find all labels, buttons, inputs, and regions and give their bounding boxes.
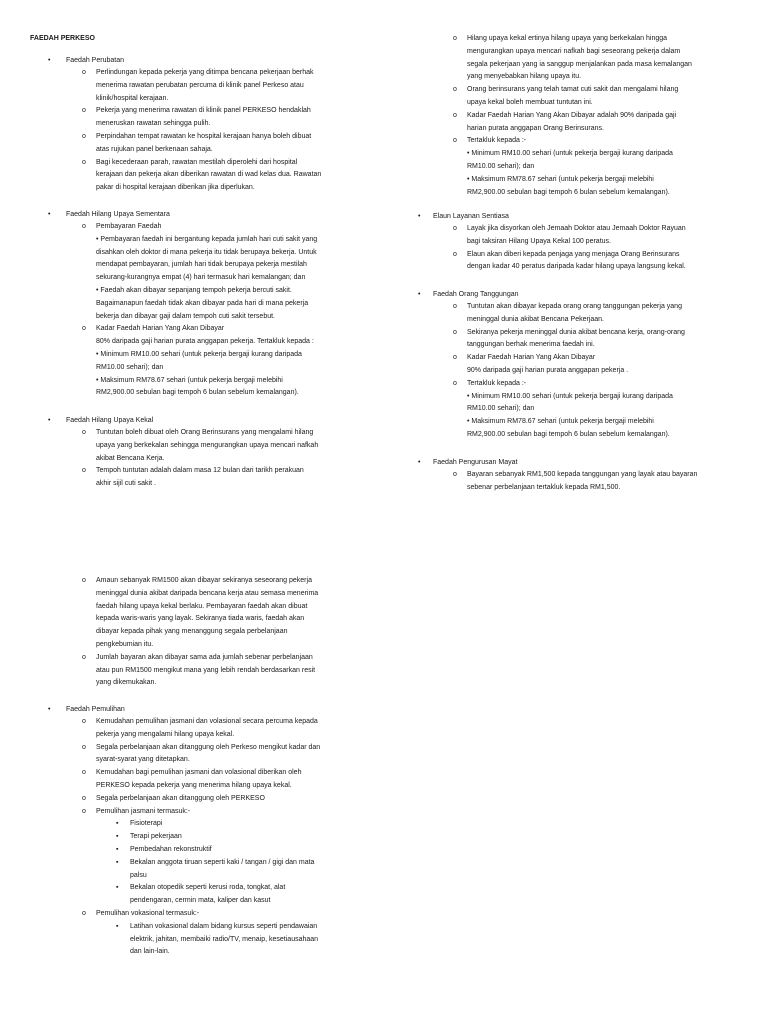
text-line: bekerja dan dibayar gaji dalam tempoh cuti sakit tersebut. [96,312,275,320]
section-hilang-upaya-sementara [30,209,370,400]
list [30,67,370,195]
text-line: o Tuntutan boleh dibuat oleh Orang Berinsurans yang mengalami hilang [96,429,314,436]
list-item [30,831,370,844]
text-line: o Bagi kecederaan parah, rawatan mestilah diperolehi dari hospital [96,158,298,166]
text-line: PERKESO kepada pekerja yang menerima hilang upaya kekal. [96,781,292,789]
text-line: yang menyebabkan hilang upaya itu. [467,73,582,81]
section-title: • Faedah Hilang Upaya Sementara [30,209,370,221]
paragraph [30,234,370,324]
text-line: pengkebumian itu. [96,640,154,648]
list-item [415,33,750,84]
text-line: o Layak jika disyorkan oleh Jemaah Doktor atau Jemaah Doktor Rayuan [467,225,686,232]
list-item [30,427,370,465]
text-line: meninggal dunia akibat daripada bencana kerja atau semasa menerima [96,589,319,597]
list-item [415,110,750,136]
list [415,301,750,442]
text-line: pakar di hospital kerajaan diberikan jika diperlukan. [96,184,255,192]
text-line: • Minimum RM10.00 sehari (untuk pekerja bergaji kurang daripada [467,392,673,400]
list-item [30,652,370,690]
text-line: pekerja yang mengalami hilang upaya kekal. [96,730,235,738]
list-item [30,742,370,768]
text-line: harian purata anggapan Orang Berinsurans. [467,124,604,132]
text-line: RM10.00 sehari); dan [467,405,535,413]
section-perubatan [30,55,370,195]
text-line: ▪ Bekalan anggota tiruan seperti kaki / tangan / gigi dan mata [130,858,315,866]
text-line: o Kemudahan bagi pemulihan jasmani dan volasional diberikan oleh [96,769,302,777]
list-item [30,131,370,157]
list [415,223,750,274]
text-line: • Maksimum RM78.67 sehari (untuk pekerja bergaji melebihi [467,175,654,183]
text-line: • Maksimum RM78.67 sehari (untuk pekerja bergaji melebihi [467,418,654,426]
section-elaun-layanan [415,211,750,274]
section-title: • Elaun Layanan Sentiasa [415,211,750,223]
text-line: o Jumlah bayaran akan dibayar sama ada jumlah sebenar perbelanjaan [96,653,313,661]
text-line: • Pembayaran faedah ini bergantung kepada jumlah hari cuti sakit yang [96,235,318,243]
text-line: meneruskan rawatan sehingga pulih. [96,120,211,128]
paragraph [30,336,370,400]
text-line: dan lain-lain. [130,948,170,956]
list-item [30,818,370,831]
text-line: mendapat pembayaran, jumlah hari tidak berupaya pekerja mestilah [96,261,307,269]
text-line: palsu [130,871,147,879]
text-line: pendengaran, cermin mata, kaliper dan kasut [130,897,271,905]
list-item [415,378,750,442]
text-line: akibat Bencana Kerja. [96,454,165,462]
text-line: o Elaun akan diberi kepada penjaga yang menjaga Orang Berinsurans [467,250,680,258]
section-title: • Faedah Hilang Upaya Kekal [30,415,370,427]
list-item [415,223,750,249]
text-line: ▪ Fisioterapi [130,820,163,828]
list-item: o Kadar Faedah Harian Yang Akan Dibayar [30,323,370,336]
text-line: RM2,900.00 sebulan bagi tempoh 6 bulan sebelum kemalangan). [96,389,299,397]
text-line: o Kadar Faedah Harian Yang Akan Dibayar [467,354,596,362]
list-item [415,301,750,327]
list-item [415,84,750,110]
text-line: ▪ Pembedahan rekonstruktif [130,845,212,853]
text-line: 90% daripada gaji harian purata anggapan pekerja . [467,366,629,374]
list-item [30,67,370,105]
text-line: o Amaun sebanyak RM1500 akan dibayar sekiranya seseorang pekerja [96,577,312,584]
list-item: o Pembayaran Faedah [30,221,370,234]
text-line: RM10.00 sehari); dan [467,162,535,170]
list [30,427,370,491]
document-title: FAEDAH PERKESO [30,35,95,42]
text-line: yang dikemukakan. [96,679,157,687]
list-item [30,844,370,857]
text-line: o Sekiranya pekerja meninggal dunia akibat bencana kerja, orang-orang [467,328,685,336]
text-line: akhir sijil cuti sakit . [96,480,156,488]
section-title: • Faedah Pengurusan Mayat [415,457,750,469]
list-item [30,105,370,131]
list-item [30,716,370,742]
list [30,716,370,806]
text-line: dengan kadar 40 peratus daripada kadar hilang upaya langsung kekal. [467,263,686,271]
text-line: meninggal dunia akibat Bencana Pekerjaan. [467,315,604,323]
list [415,33,750,199]
list-item [30,793,370,806]
section-hilang-upaya-kekal [30,415,370,491]
list-item [415,352,750,378]
text-line: RM10.00 sehari); dan [96,363,164,371]
section-pemulihan [30,704,370,959]
text-line: upaya kekal boleh membuat tuntutan ini. [467,98,593,106]
text-line: faedah hilang upaya kekal berlaku. Pembayaran faedah akan dibuat [96,602,308,610]
text-line: mengurangkan upaya mencari nafkah bagi seseorang pekerja dalam [467,47,681,55]
section-continued [30,575,370,690]
list-item [415,249,750,275]
text-line: kerajaan dan pekerja akan diberikan rawatan di wad kelas dua. Rawatan [96,171,322,179]
list-item [30,882,370,908]
text-line: Bagaimanapun faedah tidak akan dibayar pada hari di mana pekerja [96,299,309,307]
list [30,575,370,690]
text-line: o Kemudahan pemulihan jasmani dan volasional secara percuma kepada [96,718,318,725]
text-line: disahkan oleh doktor di mana pekerja itu tidak berupaya bekerja. Untuk [96,248,317,256]
section-hilang-upaya-kekal-cont [415,33,750,199]
text-line: 80% daripada gaji harian purata anggapan pekerja. Tertakluk kepada : [96,338,314,346]
section-title: • Faedah Orang Tanggungan [415,289,750,301]
text-line: o Segala perbelanjaan akan ditanggung oleh Perkeso mengikut kadar dan [96,743,321,751]
text-line: o Kadar Faedah Harian Yang Akan Dibayar adalah 90% daripada gaji [467,111,677,119]
text-line: tanggungan berhak menerima faedah ini. [467,341,595,349]
text-line: menerima rawatan perubatan percuma di klinik panel Perkeso atau [96,81,304,89]
section-orang-tanggungan [415,289,750,442]
text-line: RM2,900.00 sebulan bagi tempoh 6 bulan sebelum kemalangan). [467,188,670,196]
list-item [415,135,750,199]
list-item: o Pemulihan jasmani termasuk:- [30,806,370,819]
text-line: sebenar perbelanjaan tertakluk kepada RM1,500. [467,483,621,491]
list-item [415,469,750,495]
list-item [30,767,370,793]
text-line: o Perpindahan tempat rawatan ke hospital kerajaan hanya boleh dibuat [96,132,312,140]
text-line: dibayar kepada pihak yang menanggung segala perbelanjaan [96,628,288,636]
list-item [30,157,370,195]
text-line: klinik/hospital kerajaan. [96,94,169,102]
text-line: o Perlindungan kepada pekerja yang ditimpa bencana pekerjaan berhak [96,69,314,76]
text-line: • Minimum RM10.00 sehari (untuk pekerja bergaji kurang daripada [467,150,673,158]
text-line: o Tertakluk kepada :- [467,379,527,387]
text-line: ▪ Latihan vokasional dalam bidang kursus seperti pendawaian [130,922,318,930]
text-line: o Tuntutan akan dibayar kepada orang orang tanggungan pekerja yang [467,303,682,310]
text-line: o Bayaran sebanyak RM1,500 kepada tanggungan yang layak atau bayaran [467,471,698,478]
text-line: elektrik, jahitan, membaiki radio/TV, menaip, kesetiausahaan [130,935,319,943]
text-line: • Faedah akan dibayar sepanjang tempoh pekerja bercuti sakit. [96,286,292,294]
text-line: RM2,900.00 sebulan bagi tempoh 6 bulan sebelum kemalangan). [467,430,670,438]
sublist [30,818,370,908]
text-line: syarat-syarat yang ditetapkan. [96,756,190,764]
section-pengurusan-mayat [415,457,750,495]
text-line: o Pekerja yang menerima rawatan di klinik panel PERKESO hendaklah [96,107,311,115]
text-line: upaya yang berkekalan sehingga mengurangkan upaya mencari nafkah [96,441,319,449]
section-title: • Faedah Pemulihan [30,704,370,716]
text-line: ▪ Terapi pekerjaan [130,833,182,841]
text-line: atas rujukan panel berkenaan sahaja. [96,145,213,153]
text-line: o Orang berinsurans yang telah tamat cuti sakit dan mengalami hilang [467,86,679,94]
sublist [30,921,370,959]
text-line: • Minimum RM10.00 sehari (untuk pekerja bergaji kurang daripada [96,350,302,358]
list [415,469,750,495]
text-line: segala pekerjaan yang ia sanggup menjalankan pada masa kemalangan [467,60,692,68]
text-line: sekurang-kurangnya empat (4) hari termasuk hari kemalangan; dan [96,274,306,282]
text-line: atau pun RM1500 mengikut mana yang lebih rendah berdasarkan resit [96,666,316,674]
text-line: o Tertakluk kepada :- [467,137,527,145]
list-item: o Pemulihan vokasional termasuk:- [30,908,370,921]
section-title: • Faedah Perubatan [30,55,370,67]
text-line: o Tempoh tuntutan adalah dalam masa 12 bulan dari tarikh perakuan [96,467,304,475]
text-line: bagi taksiran Hilang Upaya Kekal 100 peratus. [467,237,611,245]
list-item [415,327,750,353]
list-item [30,575,370,652]
list-item [30,465,370,491]
text-line: • Maksimum RM78.67 sehari (untuk pekerja bergaji melebihi [96,376,283,384]
text-line: kepada waris-waris yang layak. Sekiranya tiada waris, faedah akan [96,615,305,623]
list-item [30,857,370,883]
text-line: ▪ Bekalan otopedik seperti kerusi roda, tongkat, alat [130,884,286,892]
text-line: o Hilang upaya kekal ertinya hilang upaya yang berkekalan hingga [467,35,668,42]
list-item [30,921,370,959]
text-line: o Segala perbelanjaan akan ditanggung oleh PERKESO [96,794,265,802]
